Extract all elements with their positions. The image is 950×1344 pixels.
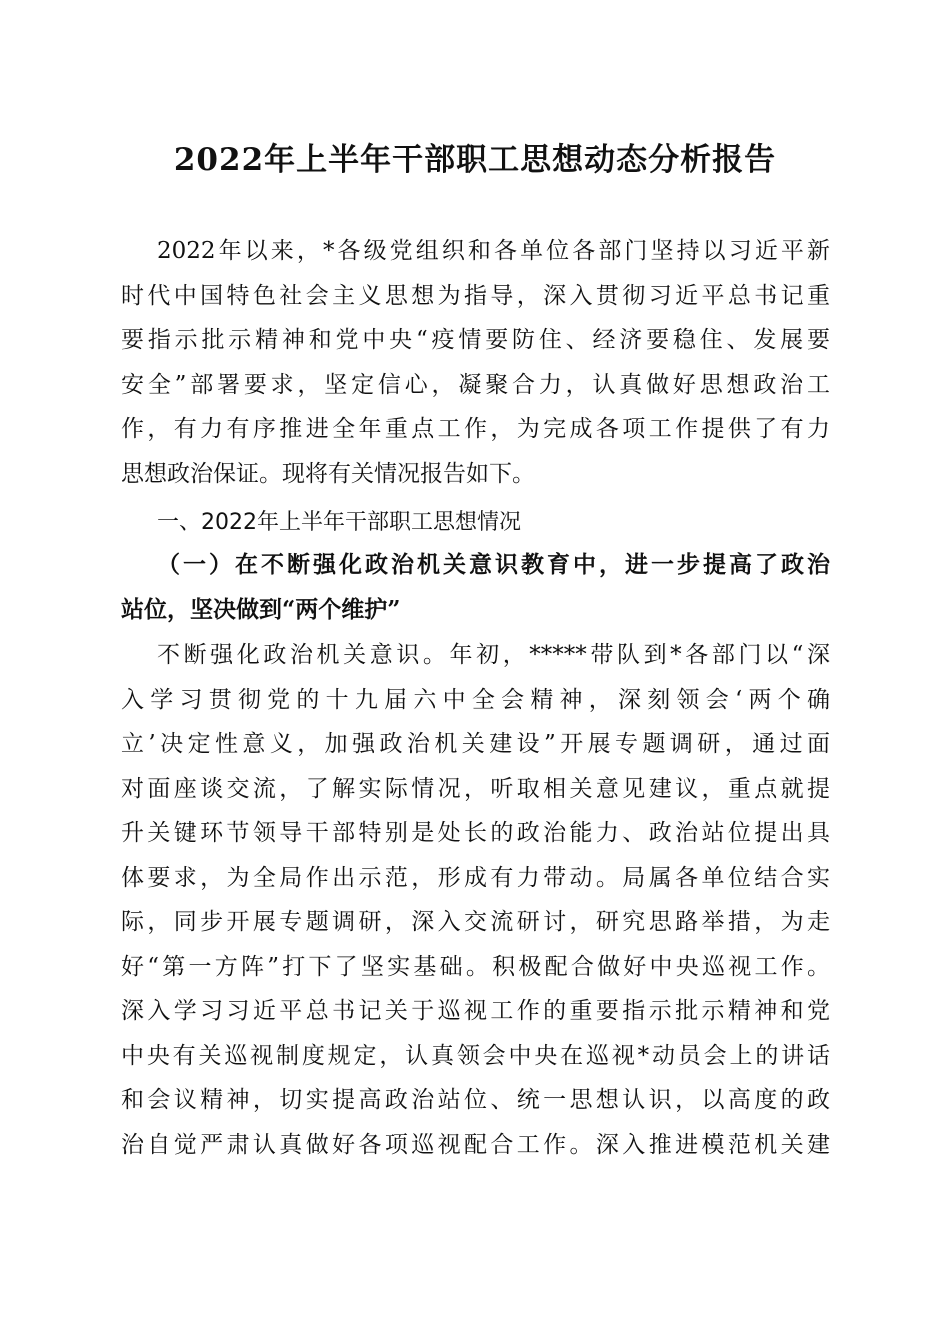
intro-line: 要指示批示精神和党中央“疫情要防住、经济要稳住、发展要 (121, 327, 830, 353)
intro-line: 安全”部署要求，坚定信心，凝聚合力，认真做好思想政治工 (121, 371, 830, 398)
subsection-heading-line: 站位，坚决做到“两个维护” (121, 595, 401, 623)
body-line: 升关键环节领导干部特别是处长的政治能力、政治站位提出具 (121, 820, 830, 846)
intro-paragraph (121, 229, 830, 496)
body-line: 和会议精神，切实提高政治站位、统一思想认识，以高度的政 (121, 1087, 830, 1113)
body-line: 对面座谈交流，了解实际情况，听取相关意见建议，重点就提 (121, 775, 830, 802)
body-paragraph (121, 633, 830, 1167)
body-line: 体要求，为全局作出示范，形成有力带动。局属各单位结合实 (121, 864, 830, 891)
body-line: 治自觉严肃认真做好各项巡视配合工作。深入推进模范机关建 (121, 1131, 830, 1158)
intro-line: 时代中国特色社会主义思想为指导，深入贯彻习近平总书记重 (121, 282, 830, 309)
body-line: 不断强化政治机关意识。年初，*****带队到*各部门以“深 (157, 642, 830, 668)
document-title: 2022年上半年干部职工思想动态分析报告 (173, 142, 777, 178)
body-line: 入学习贯彻党的十九届六中全会精神，深刻领会‘两个确 (121, 686, 830, 713)
subsection-heading (121, 543, 830, 632)
intro-line: 作，有力有序推进全年重点工作，为完成各项工作提供了有力 (121, 416, 830, 442)
body-line: 立’决定性意义，加强政治机关建设”开展专题调研，通过面 (121, 731, 830, 757)
section-heading: 一、2022年上半年干部职工思想情况 (157, 510, 521, 535)
body-line: 深入学习习近平总书记关于巡视工作的重要指示批示精神和党 (121, 998, 830, 1024)
subsection-heading-line: （一）在不断强化政治机关意识教育中，进一步提高了政治 (157, 551, 830, 578)
body-line: 际，同步开展专题调研，深入交流研讨，研究思路举措，为走 (121, 909, 830, 935)
body-line: 中央有关巡视制度规定，认真领会中央在巡视*动员会上的讲话 (121, 1042, 830, 1069)
body-line: 好“第一方阵”打下了坚实基础。积极配合做好中央巡视工作。 (121, 953, 830, 980)
intro-line: 思想政治保证。现将有关情况报告如下。 (121, 460, 535, 487)
intro-line: 2022年以来，*各级党组织和各单位各部门坚持以习近平新 (157, 238, 830, 264)
